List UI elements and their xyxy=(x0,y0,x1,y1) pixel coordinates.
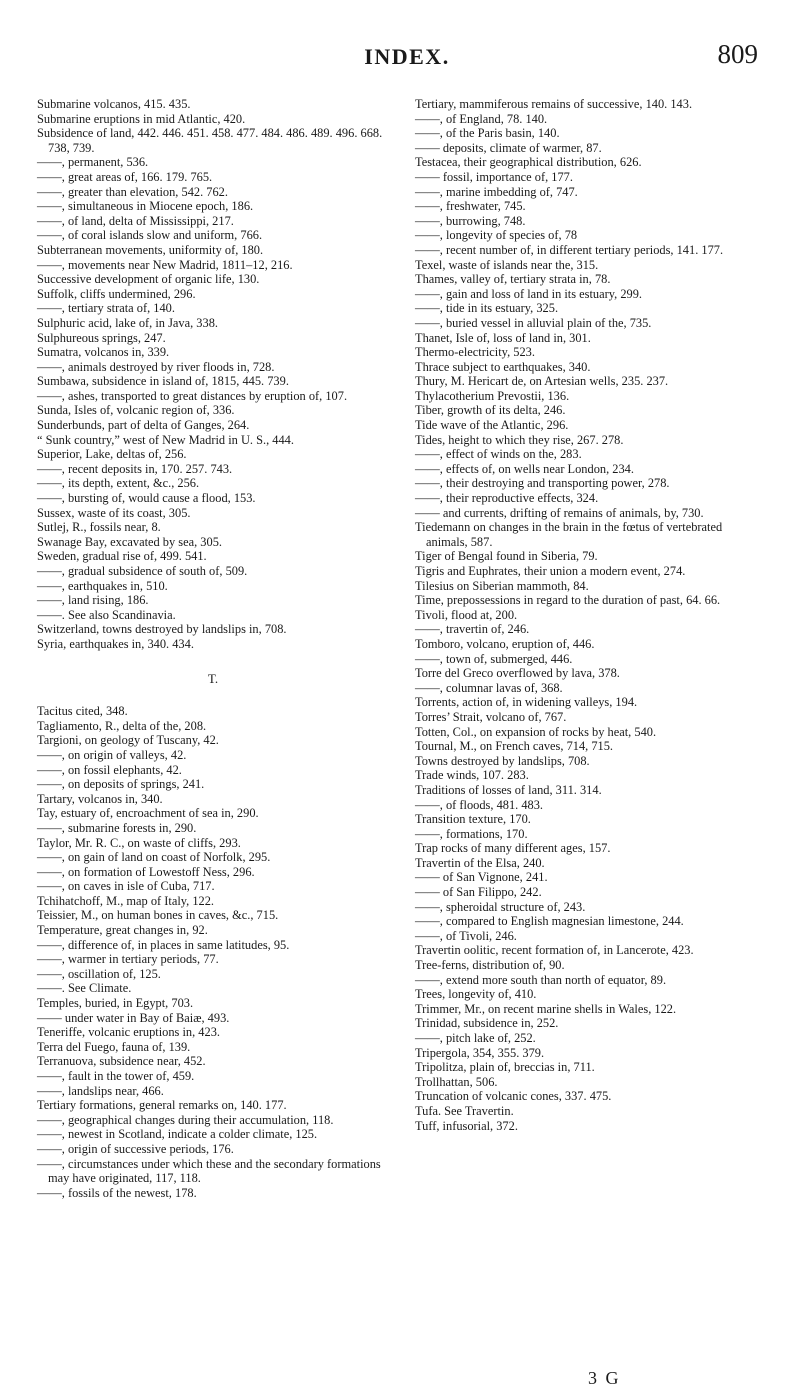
index-entry: Temples, buried, in Egypt, 703. xyxy=(37,996,194,1011)
index-entry: —— deposits, climate of warmer, 87. xyxy=(415,140,602,155)
index-entry: Tides, height to which they rise, 267. 278. xyxy=(415,432,624,447)
page-number: 809 xyxy=(717,39,758,69)
index-entry: Tilesius on Siberian mammoth, 84. xyxy=(415,578,589,593)
index-entry: Thylacotherium Prevostii, 136. xyxy=(415,388,570,403)
index-column-right xyxy=(415,97,765,1133)
index-entry: —— and currents, drifting of remains of animals, by, 730. xyxy=(415,505,704,520)
index-entry: Tertiary, mammiferous remains of successive, 140. 143. xyxy=(415,97,693,111)
index-entry: ——, gain and loss of land in its estuary, 299. xyxy=(415,286,643,301)
index-entry: ——, origin of successive periods, 176. xyxy=(37,1141,234,1156)
index-entry: ——, tide in its estuary, 325. xyxy=(415,301,559,316)
index-entry: ——, freshwater, 745. xyxy=(415,199,526,214)
index-entry: ——, marine imbedding of, 747. xyxy=(415,184,578,199)
index-entry: ——, on caves in isle of Cuba, 717. xyxy=(37,879,215,894)
index-entry: ——, bursting of, would cause a flood, 153. xyxy=(37,491,256,506)
index-entry: Tchihatchoff, M., map of Italy, 122. xyxy=(37,893,215,908)
index-entry: Sumbawa, subsidence in island of, 1815, 445. 739. xyxy=(37,374,289,389)
index-entry: ——, circumstances under which these and the secondary formations may have originated, 117, 118. xyxy=(37,1156,381,1186)
index-entry: ——, of England, 78. 140. xyxy=(415,111,548,126)
index-entry: Torrents, action of, in widening valleys, 194. xyxy=(415,695,638,710)
index-entry: Tacitus cited, 348. xyxy=(37,704,128,719)
index-entry: Sumatra, volcanos in, 339. xyxy=(37,345,170,360)
index-entries-t-continued xyxy=(415,97,765,1133)
index-entry: Teissier, M., on human bones in caves, &c., 715. xyxy=(37,908,279,923)
index-entry: Tide wave of the Atlantic, 296. xyxy=(415,418,569,433)
page-title: INDEX. xyxy=(364,44,450,69)
index-entry: Terranuova, subsidence near, 452. xyxy=(37,1054,206,1069)
index-entry: Transition texture, 170. xyxy=(415,812,531,827)
index-entry: ——, on fossil elephants, 42. xyxy=(37,762,182,777)
index-entry: Tripolitza, plain of, breccias in, 711. xyxy=(415,1060,595,1075)
page-header xyxy=(56,39,758,74)
index-entry: ——, great areas of, 166. 179. 765. xyxy=(37,169,213,184)
index-entry: ——, submarine forests in, 290. xyxy=(37,820,197,835)
index-entry: Trimmer, Mr., on recent marine shells in Wales, 122. xyxy=(415,1001,677,1016)
index-entry: ——, fossils of the newest, 178. xyxy=(37,1185,197,1200)
index-entry: ——. See Climate. xyxy=(37,981,132,996)
index-entry: Thermo-electricity, 523. xyxy=(415,345,535,360)
index-entries-s xyxy=(37,97,389,652)
index-entry: ——, travertin of, 246. xyxy=(415,622,530,637)
index-entry: ——, their reproductive effects, 324. xyxy=(415,491,599,506)
index-entry: Swanage Bay, excavated by sea, 305. xyxy=(37,534,222,549)
index-entry: Tiedemann on changes in the brain in the fœtus of vertebrated animals, 587. xyxy=(415,520,723,549)
index-entry: Trollhattan, 506. xyxy=(415,1074,498,1089)
index-entry: Travertin of the Elsa, 240. xyxy=(415,855,545,870)
index-entry: Successive development of organic life, 130. xyxy=(37,272,260,287)
index-entry: Tivoli, flood at, 200. xyxy=(415,607,518,622)
index-entry: ——, buried vessel in alluvial plain of the, 735. xyxy=(415,315,652,330)
index-entry: ——, columnar lavas of, 368. xyxy=(415,680,563,695)
index-entry: ——, of land, delta of Mississippi, 217. xyxy=(37,213,234,228)
index-entry: ——. See also Scandinavia. xyxy=(37,607,176,622)
section-letter: T. xyxy=(207,670,219,686)
index-entry: Thury, M. Hericart de, on Artesian wells, 235. 237. xyxy=(415,374,669,389)
index-entry: Travertin oolitic, recent formation of, in Lancerote, 423. xyxy=(415,943,694,958)
index-entry: Temperature, great changes in, 92. xyxy=(37,923,208,938)
index-entry: Texel, waste of islands near the, 315. xyxy=(415,257,599,272)
index-entry: ——, warmer in tertiary periods, 77. xyxy=(37,952,219,967)
index-entry: ——, extend more south than north of equator, 89. xyxy=(415,972,667,987)
index-entry: ——, newest in Scotland, indicate a colder climate, 125. xyxy=(37,1127,318,1142)
index-entry: ——, on formation of Lowestoff Ness, 296. xyxy=(37,864,255,879)
index-entry: ——, on deposits of springs, 241. xyxy=(37,777,205,792)
index-entry: ——, recent deposits in, 170. 257. 743. xyxy=(37,461,233,476)
index-entry: Tartary, volcanos in, 340. xyxy=(37,791,163,806)
index-entry: ——, simultaneous in Miocene epoch, 186. xyxy=(37,199,254,214)
index-entry: ——, spheroidal structure of, 243. xyxy=(415,899,586,914)
index-entry: —— of San Vignone, 241. xyxy=(415,870,548,885)
index-entry: ——, effect of winds on the, 283. xyxy=(415,447,582,462)
index-entry: Sutlej, R., fossils near, 8. xyxy=(37,520,161,535)
index-entry: ——, their destroying and transporting power, 278. xyxy=(415,476,670,491)
index-entry: Tufa. See Travertin. xyxy=(415,1103,514,1118)
index-entry: ——, effects of, on wells near London, 234. xyxy=(415,461,634,476)
index-entry: Tripergola, 354, 355. 379. xyxy=(415,1045,545,1060)
index-entry: ——, permanent, 536. xyxy=(37,155,149,170)
index-entry: Switzerland, towns destroyed by landslips in, 708. xyxy=(37,622,287,637)
index-entry: Thames, valley of, tertiary strata in, 78. xyxy=(415,272,611,287)
index-entry: Sunderbunds, part of delta of Ganges, 264. xyxy=(37,418,250,433)
index-entry: ——, of the Paris basin, 140. xyxy=(415,126,560,141)
index-entry: ——, of Tivoli, 246. xyxy=(415,928,517,943)
index-entry: —— under water in Bay of Baiæ, 493. xyxy=(37,1010,230,1025)
index-entry: Totten, Col., on expansion of rocks by heat, 540. xyxy=(415,724,657,739)
index-entry: ——, movements near New Madrid, 1811–12, 216. xyxy=(37,257,293,272)
index-entry: Tagliamento, R., delta of the, 208. xyxy=(37,718,207,733)
index-entry: Teneriffe, volcanic eruptions in, 423. xyxy=(37,1025,220,1040)
index-entry: ——, of floods, 481. 483. xyxy=(415,797,544,812)
index-entry: ——, landslips near, 466. xyxy=(37,1083,164,1098)
index-entry: ——, formations, 170. xyxy=(415,826,528,841)
index-entry: Suffolk, cliffs undermined, 296. xyxy=(37,286,196,301)
index-entry: Tournal, M., on French caves, 714, 715. xyxy=(415,739,614,754)
index-entry: Taylor, Mr. R. C., on waste of cliffs, 293. xyxy=(37,835,241,850)
index-entry: Truncation of volcanic cones, 337. 475. xyxy=(415,1089,612,1104)
index-entry: Testacea, their geographical distribution, 626. xyxy=(415,155,642,170)
index-entry: Tomboro, volcano, eruption of, 446. xyxy=(415,636,595,651)
index-entry: ——, its depth, extent, &c., 256. xyxy=(37,476,200,491)
index-entry: Trade winds, 107. 283. xyxy=(415,768,529,783)
index-entry: Thanet, Isle of, loss of land in, 301. xyxy=(415,330,591,345)
index-entry: Sulphureous springs, 247. xyxy=(37,330,166,345)
index-entry: Trees, longevity of, 410. xyxy=(415,987,537,1002)
index-entry: ——, gradual subsidence of south of, 509. xyxy=(37,564,248,578)
index-entry: ——, tertiary strata of, 140. xyxy=(37,301,175,316)
index-entry: Subterranean movements, uniformity of, 180. xyxy=(37,242,264,257)
index-entry: Thrace subject to earthquakes, 340. xyxy=(415,359,591,374)
index-entry: Submarine eruptions in mid Atlantic, 420. xyxy=(37,111,246,126)
index-entry: Tertiary formations, general remarks on, 140. 177. xyxy=(37,1098,287,1113)
index-entry: Trinidad, subsidence in, 252. xyxy=(415,1016,559,1031)
index-entry: Torre del Greco overflowed by lava, 378. xyxy=(415,666,620,681)
index-entry: Syria, earthquakes in, 340. 434. xyxy=(37,636,194,651)
index-entry: ——, town of, submerged, 446. xyxy=(415,651,573,666)
index-entry: Sulphuric acid, lake of, in Java, 338. xyxy=(37,315,218,330)
index-entry: ——, compared to English magnesian limestone, 244. xyxy=(415,914,684,929)
index-entry: ——, difference of, in places in same latitudes, 95. xyxy=(37,937,290,952)
index-entry: Time, prepossessions in regard to the duration of past, 64. 66. xyxy=(415,593,721,608)
index-entry: Superior, Lake, deltas of, 256. xyxy=(37,447,187,462)
index-entry: ——, burrowing, 748. xyxy=(415,213,526,228)
index-entry: Towns destroyed by landslips, 708. xyxy=(415,753,590,768)
index-entry: ——, recent number of, in different tertiary periods, 141. 177. xyxy=(415,242,724,257)
index-entry: Sunda, Isles of, volcanic region of, 336. xyxy=(37,403,235,418)
index-entry: ——, animals destroyed by river floods in, 728. xyxy=(37,359,275,374)
index-column-left xyxy=(37,97,389,1200)
index-entry: ——, on gain of land on coast of Norfolk, 295. xyxy=(37,850,271,865)
index-entry: Subsidence of land, 442. 446. 451. 458. 477. 484. 486. 489. 496. 668. 738, 739. xyxy=(37,126,383,155)
index-entry: Trap rocks of many different ages, 157. xyxy=(415,841,611,856)
index-entry: ——, of coral islands slow and uniform, 766. xyxy=(37,228,263,243)
signature-mark: 3 G xyxy=(588,1368,621,1388)
index-entry: Submarine volcanos, 415. 435. xyxy=(37,97,191,111)
index-entry: Targioni, on geology of Tuscany, 42. xyxy=(37,733,219,748)
index-entry: ——, longevity of species of, 78 xyxy=(415,228,578,243)
index-entry: Tay, estuary of, encroachment of sea in, 290. xyxy=(37,806,259,821)
index-entry: —— of San Filippo, 242. xyxy=(415,885,542,900)
index-entry: Traditions of losses of land, 311. 314. xyxy=(415,782,602,797)
index-entry: Tuff, infusorial, 372. xyxy=(415,1118,518,1133)
index-entry: Torres’ Strait, volcano of, 767. xyxy=(415,709,567,724)
index-entry: ——, land rising, 186. xyxy=(37,593,149,608)
index-entry: Tigris and Euphrates, their union a modern event, 274. xyxy=(415,564,686,578)
index-entry: ——, pitch lake of, 252. xyxy=(415,1031,536,1045)
index-entry: ——, on origin of valleys, 42. xyxy=(37,747,187,762)
index-entry: ——, geographical changes during their accumulation, 118. xyxy=(37,1112,334,1127)
index-entry: ——, ashes, transported to great distances by eruption of, 107. xyxy=(37,388,348,403)
index-entry: ——, fault in the tower of, 459. xyxy=(37,1069,195,1083)
index-entry: ——, greater than elevation, 542. 762. xyxy=(37,184,228,199)
index-entry: Tiber, growth of its delta, 246. xyxy=(415,403,566,418)
index-entry: Terra del Fuego, fauna of, 139. xyxy=(37,1039,191,1054)
index-entry: “ Sunk country,” west of New Madrid in U. S., 444. xyxy=(37,432,294,447)
index-entry: Sussex, waste of its coast, 305. xyxy=(37,505,191,520)
index-entry: Tree-ferns, distribution of, 90. xyxy=(415,958,565,973)
index-entry: Sweden, gradual rise of, 499. 541. xyxy=(37,549,207,564)
index-entry: —— fossil, importance of, 177. xyxy=(415,169,573,184)
index-entries-t xyxy=(37,704,389,1200)
index-entry: ——, oscillation of, 125. xyxy=(37,966,161,981)
index-entry: ——, earthquakes in, 510. xyxy=(37,578,168,593)
index-entry: Tiger of Bengal found in Siberia, 79. xyxy=(415,549,598,564)
